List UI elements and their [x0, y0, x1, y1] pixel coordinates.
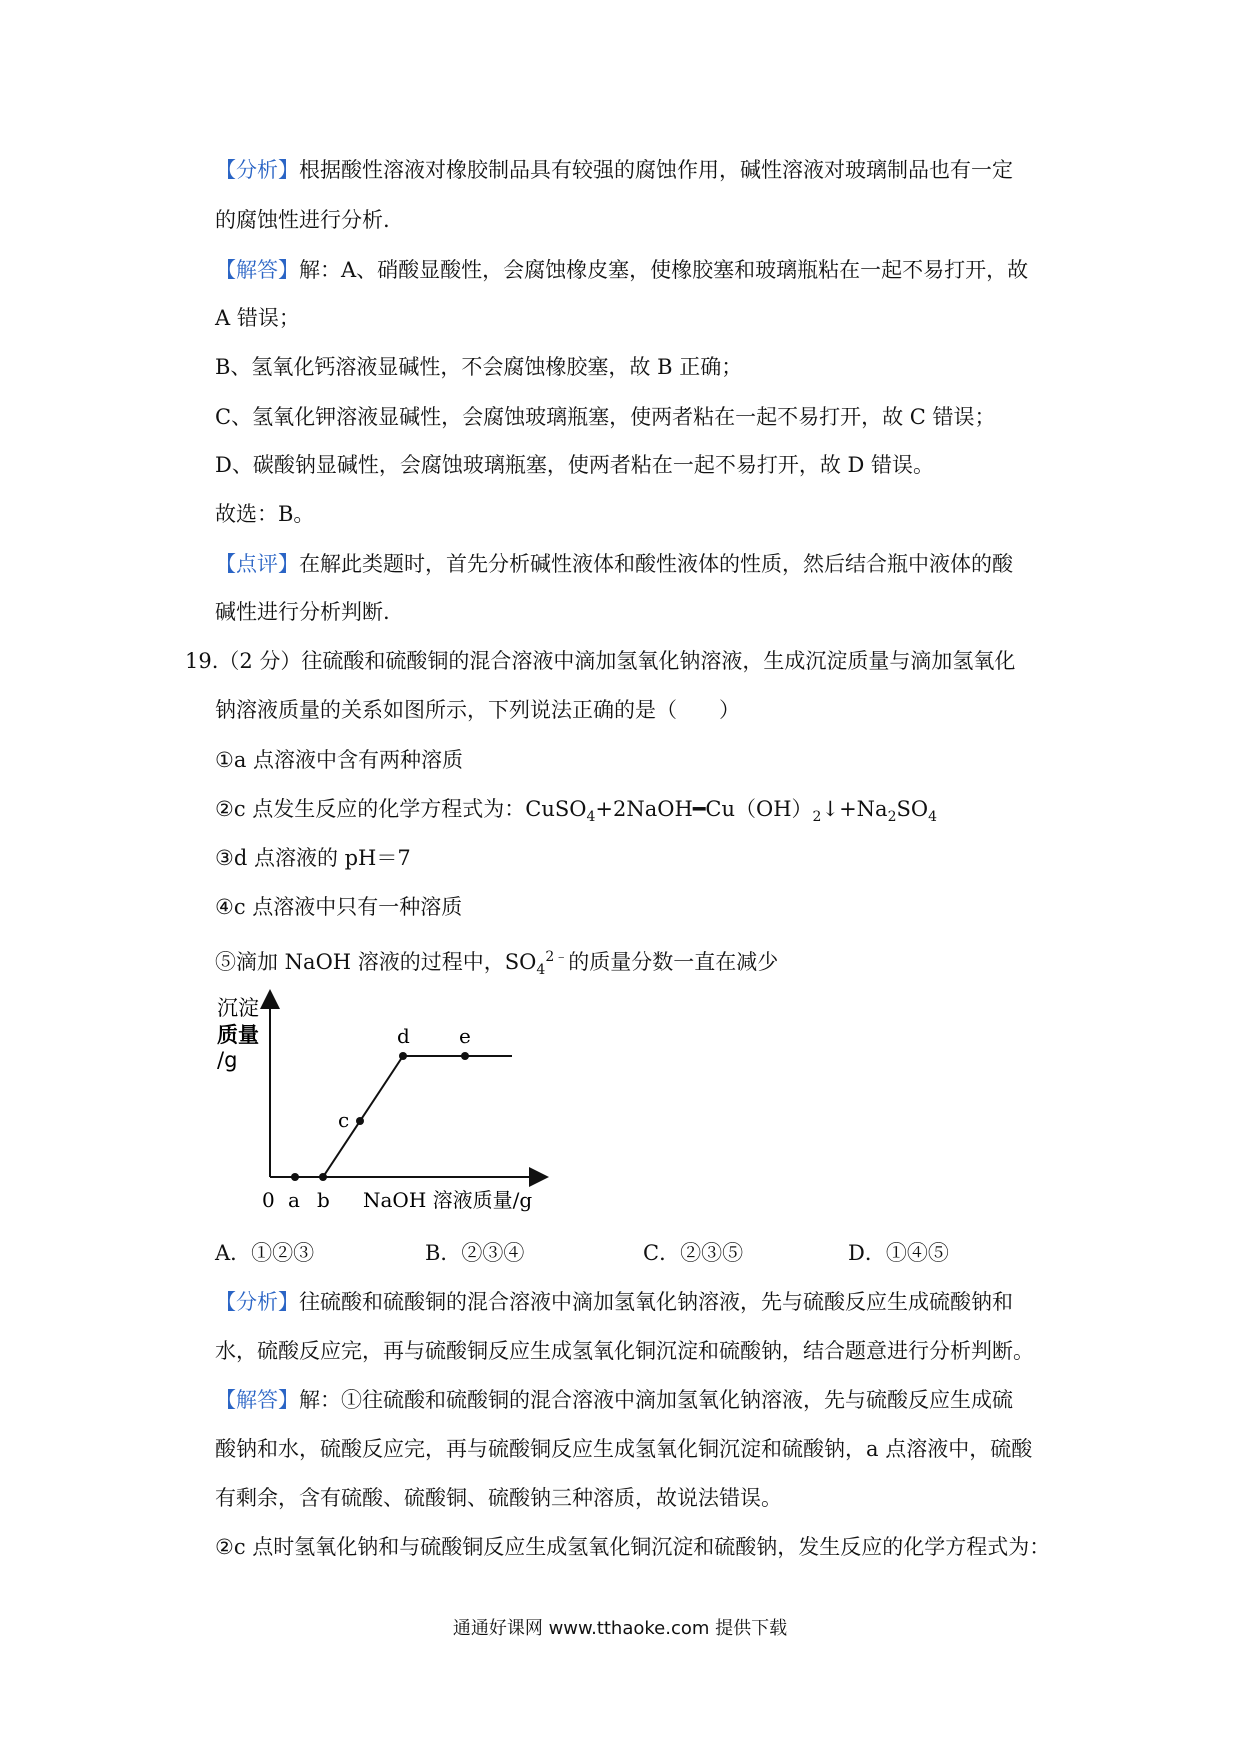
point-e [461, 1052, 469, 1060]
label-origin: 0 [262, 1188, 275, 1212]
option-d: D．①④⑤ [848, 1241, 949, 1265]
precipitate-curve [270, 1056, 512, 1177]
answer-tag: 【解答】 [215, 258, 299, 282]
point-a [291, 1173, 299, 1181]
answer-text-line-2: A 错误； [215, 306, 300, 330]
statement-2: ②c 点发生反应的化学方程式为：$CuSO_4+2NaOH━Cu(OH)_2↓+Na_2SO_4$ [215, 797, 938, 826]
answer-text-line-4: C、氢氧化钾溶液显碱性，会腐蚀玻璃瓶塞，使两者粘在一起不易打开，故 C 错误； [215, 405, 996, 429]
point-d [399, 1052, 407, 1060]
analysis-text-line-2: 的腐蚀性进行分析. [215, 208, 390, 232]
analysis2-text-line-2: 水，硫酸反应完，再与硫酸铜反应生成氢氧化铜沉淀和硫酸钠，结合题意进行分析判断。 [215, 1339, 1034, 1363]
label-d: d [397, 1024, 410, 1048]
analysis-tag: 【分析】 [215, 158, 299, 182]
answer-paragraph-1 [215, 255, 1028, 285]
page-footer: 通通好课网 www.tthaoke.com 提供下载 [452, 1618, 788, 1639]
label-b: b [317, 1188, 330, 1212]
analysis2-text-line-1: 往硫酸和硫酸铜的混合溶液中滴加氢氧化钠溶液，先与硫酸反应生成硫酸钠和 [299, 1290, 1013, 1314]
analysis-text-line-1: 根据酸性溶液对橡胶制品具有较强的腐蚀作用，碱性溶液对玻璃制品也有一定 [299, 158, 1013, 182]
statement-3: ③d 点溶液的 pH＝7 [215, 846, 411, 870]
y-axis-label-2: 质量 [217, 1023, 259, 1047]
label-c: c [338, 1108, 350, 1132]
point-c [356, 1117, 364, 1125]
analysis-paragraph-1 [215, 155, 1013, 185]
label-a: a [288, 1188, 300, 1212]
answer2-text-line-4: ②c 点时氢氧化钠和与硫酸铜反应生成氢氧化铜沉淀和硫酸钠，发生反应的化学方程式为： [215, 1535, 1051, 1559]
answer-text-line-6: 故选：B。 [215, 502, 315, 526]
point-b [319, 1173, 327, 1181]
option-c: C．②③⑤ [643, 1241, 744, 1265]
answer2-text-line-1: 解：①往硫酸和硫酸铜的混合溶液中滴加氢氧化钠溶液，先与硫酸反应生成硫 [299, 1388, 1013, 1412]
analysis2-paragraph-1 [215, 1287, 1013, 1317]
question-19-line-2: 钠溶液质量的关系如图所示，下列说法正确的是（ ） [215, 698, 740, 722]
statement-4: ④c 点溶液中只有一种溶质 [215, 895, 463, 919]
x-axis-label: NaOH 溶液质量/g [363, 1188, 533, 1212]
y-axis-label-1: 沉淀 [217, 996, 259, 1020]
answer2-text-line-3: 有剩余，含有硫酸、硫酸铜、硫酸钠三种溶质，故说法错误。 [215, 1486, 782, 1510]
option-a: A．①②③ [215, 1241, 315, 1265]
comment-text-line-2: 碱性进行分析判断. [215, 600, 390, 624]
answer-text-line-5: D、碳酸钠显碱性，会腐蚀玻璃瓶塞，使两者粘在一起不易打开，故 D 错误。 [215, 453, 935, 477]
statement-1: ①a 点溶液中含有两种溶质 [215, 748, 464, 772]
answer2-paragraph-1 [215, 1385, 1013, 1415]
analysis2-tag: 【分析】 [215, 1290, 299, 1314]
question-19-line-1: 19.（2 分）往硫酸和硫酸铜的混合溶液中滴加氢氧化钠溶液，生成沉淀质量与滴加氢氧化 [185, 649, 1016, 673]
comment-tag: 【点评】 [215, 552, 299, 576]
statement-5: ⑤滴加 NaOH 溶液的过程中，$SO_4^{2﹣}$的质量分数一直在减少 [215, 949, 779, 979]
answer2-tag: 【解答】 [215, 1388, 299, 1412]
option-b: B．②③④ [425, 1241, 525, 1265]
answer-text-line-3: B、氢氧化钙溶液显碱性，不会腐蚀橡胶塞，故 B 正确； [215, 355, 743, 379]
comment-text-line-1: 在解此类题时，首先分析碱性液体和酸性液体的性质，然后结合瓶中液体的酸 [299, 552, 1013, 576]
comment-paragraph [215, 549, 1013, 579]
label-e: e [459, 1024, 471, 1048]
answer2-text-line-2: 酸钠和水，硫酸反应完，再与硫酸铜反应生成氢氧化铜沉淀和硫酸钠，a 点溶液中，硫酸 [215, 1437, 1033, 1461]
y-axis-label-3: /g [217, 1048, 238, 1072]
precipitate-mass-graph [215, 985, 555, 1225]
answer-text-line-1: 解：A、硝酸显酸性，会腐蚀橡皮塞，使橡胶塞和玻璃瓶粘在一起不易打开，故 [299, 258, 1029, 282]
